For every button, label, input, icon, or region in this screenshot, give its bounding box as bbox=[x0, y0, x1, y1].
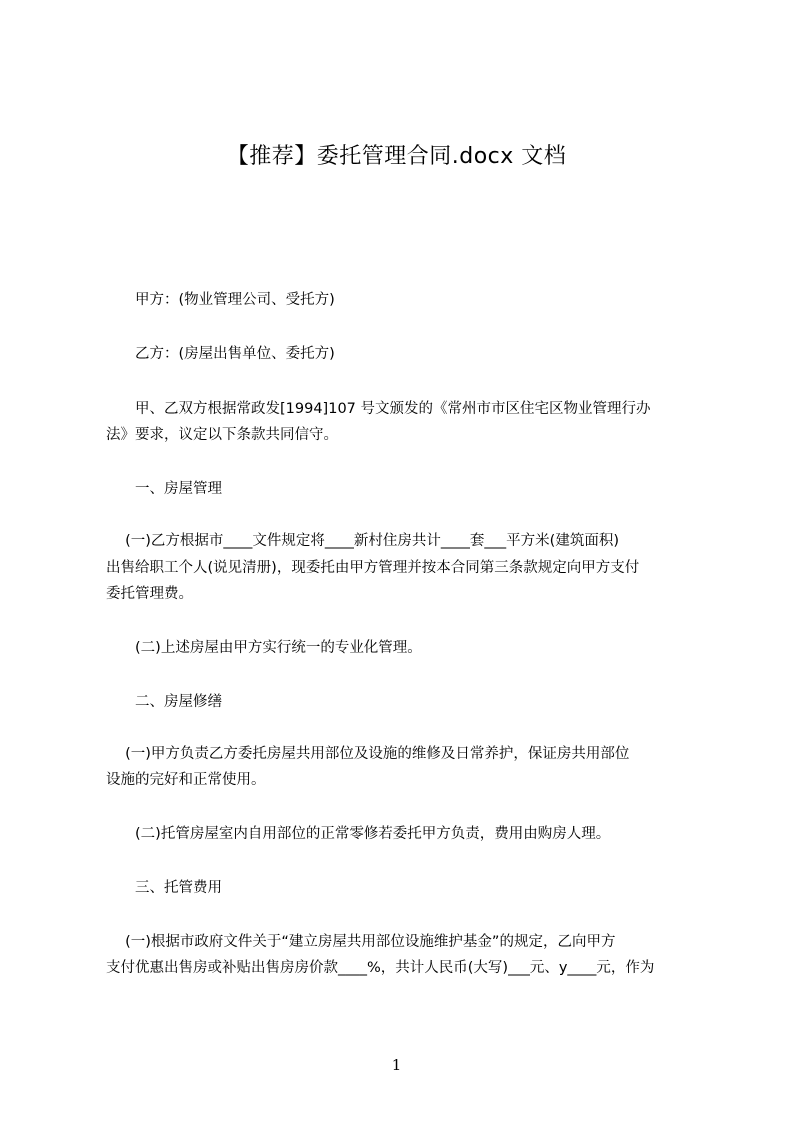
clause-1-1-line-2: 出售给职工个人(说见清册)，现委托由甲方管理并按本合同第三条款规定向甲方支付 bbox=[106, 560, 640, 576]
page-number: 1 bbox=[391, 1056, 402, 1074]
clause-1-2: (二)上述房屋由甲方实行统一的专业化管理。 bbox=[106, 640, 422, 656]
intro-line-2: 法》要求，议定以下条款共同信守。 bbox=[106, 427, 338, 443]
clause-2-1-line-2: 设施的完好和正常使用。 bbox=[106, 772, 266, 788]
section-heading-2: 二、房屋修缮 bbox=[106, 694, 222, 710]
party-a-line: 甲方：(物业管理公司、受托方) bbox=[106, 292, 335, 308]
document-title: 【推荐】委托管理合同.docx 文档 bbox=[226, 144, 567, 169]
section-heading-1: 一、房屋管理 bbox=[106, 481, 222, 497]
clause-3-1-line-2: 支付优惠出售房或补贴出售房房价款____%，共计人民币(大写)___元、y____元，作为 bbox=[106, 960, 655, 976]
clause-2-2: (二)托管房屋室内自用部位的正常零修若委托甲方负责，费用由购房人理。 bbox=[106, 826, 611, 842]
clause-2-1-line-1: (一)甲方负责乙方委托房屋共用部位及设施的维修及日常养护，保证房共用部位 bbox=[106, 746, 630, 762]
clause-1-1-line-3: 委托管理费。 bbox=[106, 586, 193, 602]
section-heading-3: 三、托管费用 bbox=[106, 880, 222, 896]
clause-3-1-line-1: (一)根据市政府文件关于“建立房屋共用部位设施维护基金”的规定，乙向甲方 bbox=[106, 934, 616, 950]
party-b-line: 乙方：(房屋出售单位、委托方) bbox=[106, 346, 335, 362]
clause-1-1-line-1: (一)乙方根据市____文件规定将____新村住房共计____套___平方米(建筑面积) bbox=[106, 533, 619, 549]
intro-line-1: 甲、乙双方根据常政发[1994]107 号文颁发的《常州市市区住宅区物业管理行办 bbox=[106, 401, 651, 417]
